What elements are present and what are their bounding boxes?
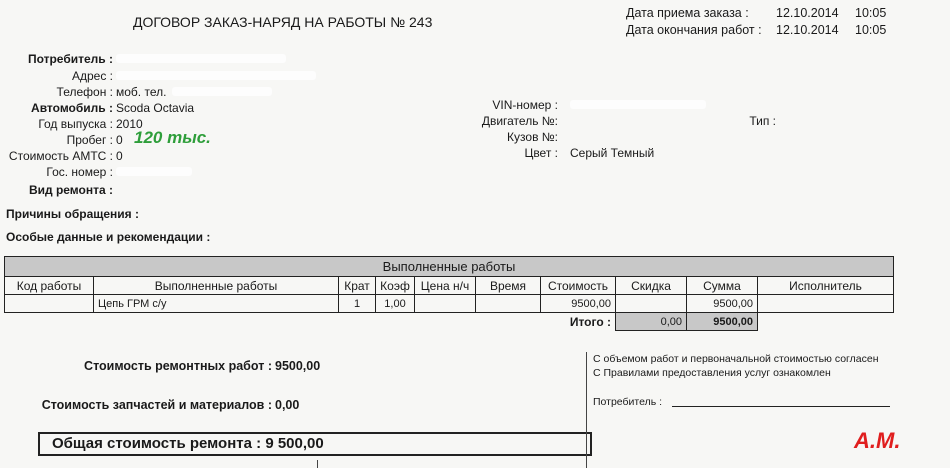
mileage-handwritten-note: 120 тыс. bbox=[134, 128, 211, 147]
engine-label: Двигатель №: bbox=[481, 114, 558, 128]
special-label: Особые данные и рекомендации : bbox=[6, 230, 211, 244]
plate-label: Гос. номер : bbox=[46, 165, 113, 179]
col-code: Код работы bbox=[5, 277, 94, 295]
total-discount: 0,00 bbox=[616, 313, 687, 331]
parts-cost-label: Стоимость запчастей и материалов : bbox=[41, 398, 272, 412]
cell-name: Цепь ГРМ с/у bbox=[94, 295, 339, 313]
works-table bbox=[4, 256, 894, 331]
order-date-label: Дата приема заказа : bbox=[626, 6, 749, 20]
handwritten-initials: А.М. bbox=[854, 428, 901, 453]
grand-total-value: 9 500,00 bbox=[265, 435, 324, 452]
color-value: Серый Темный bbox=[570, 146, 655, 160]
col-price: Цена н/ч bbox=[415, 277, 476, 295]
col-name: Выполненные работы bbox=[94, 277, 339, 295]
cell-executor bbox=[758, 295, 894, 313]
grand-total-label: Общая стоимость ремонта : bbox=[52, 435, 262, 452]
col-krat: Крат bbox=[339, 277, 376, 295]
vehicle-cost-value: 0 bbox=[116, 149, 123, 163]
agreement-line-2: С Правилами предоставления услуг ознакомлен bbox=[593, 367, 831, 379]
cell-sum: 9500,00 bbox=[687, 295, 758, 313]
agreement-line-1: С объемом работ и первоначальной стоимостью согласен bbox=[593, 353, 879, 365]
mileage-label: Пробег : bbox=[66, 133, 113, 147]
address-label: Адрес : bbox=[71, 69, 113, 83]
cell-time bbox=[476, 295, 541, 313]
reasons-label: Причины обращения : bbox=[6, 207, 140, 221]
cell-discount bbox=[616, 295, 687, 313]
cell-code bbox=[5, 295, 94, 313]
repair-type-label: Вид ремонта : bbox=[28, 183, 113, 197]
col-sum: Сумма bbox=[687, 277, 758, 295]
col-time: Время bbox=[476, 277, 541, 295]
works-table-caption: Выполненные работы bbox=[5, 257, 894, 277]
body-label: Кузов №: bbox=[507, 130, 558, 144]
type-label: Тип : bbox=[749, 114, 776, 128]
table-row bbox=[5, 295, 894, 313]
redacted-phone bbox=[172, 87, 272, 96]
col-koef: Коэф bbox=[376, 277, 415, 295]
repair-cost-value: 9500,00 bbox=[275, 359, 321, 373]
consumer-label: Потребитель : bbox=[27, 52, 113, 66]
car-value: Scoda Octavia bbox=[116, 101, 195, 115]
redacted-consumer bbox=[116, 54, 286, 63]
redacted-plate bbox=[116, 167, 192, 176]
signature-line bbox=[672, 406, 890, 407]
color-label: Цвет : bbox=[524, 146, 558, 160]
redacted-address bbox=[116, 71, 316, 80]
consumer-sign-label: Потребитель : bbox=[593, 396, 663, 408]
year-value: 2010 bbox=[116, 117, 143, 131]
phone-label: Телефон : bbox=[56, 85, 113, 99]
divider bbox=[317, 460, 318, 468]
redacted-vin bbox=[570, 100, 706, 109]
total-row bbox=[5, 313, 894, 331]
order-date: 12.10.2014 bbox=[776, 6, 839, 20]
col-discount: Скидка bbox=[616, 277, 687, 295]
phone-value: моб. тел. bbox=[116, 85, 167, 99]
total-sum: 9500,00 bbox=[687, 313, 758, 331]
vehicle-cost-label: Стоимость АМТС : bbox=[8, 149, 113, 163]
grand-total-box bbox=[38, 432, 592, 456]
cell-cost: 9500,00 bbox=[541, 295, 616, 313]
total-label: Итого : bbox=[569, 314, 611, 329]
end-date: 12.10.2014 bbox=[776, 23, 839, 37]
end-time: 10:05 bbox=[855, 23, 887, 37]
col-cost: Стоимость bbox=[541, 277, 616, 295]
end-date-label: Дата окончания работ : bbox=[626, 23, 762, 37]
vin-label: VIN-номер : bbox=[492, 98, 558, 112]
car-label: Автомобиль : bbox=[31, 101, 113, 115]
cell-koef: 1,00 bbox=[376, 295, 415, 313]
year-label: Год выпуска : bbox=[38, 117, 113, 131]
cell-price bbox=[415, 295, 476, 313]
document-title: ДОГОВОР ЗАКАЗ-НАРЯД НА РАБОТЫ № 243 bbox=[133, 14, 433, 30]
col-executor: Исполнитель bbox=[758, 277, 894, 295]
parts-cost-value: 0,00 bbox=[275, 398, 300, 412]
agreement-divider bbox=[586, 352, 587, 468]
mileage-value: 0 bbox=[116, 133, 123, 147]
order-time: 10:05 bbox=[855, 6, 887, 20]
cell-krat: 1 bbox=[339, 295, 376, 313]
repair-cost-label: Стоимость ремонтных работ : bbox=[84, 359, 272, 373]
